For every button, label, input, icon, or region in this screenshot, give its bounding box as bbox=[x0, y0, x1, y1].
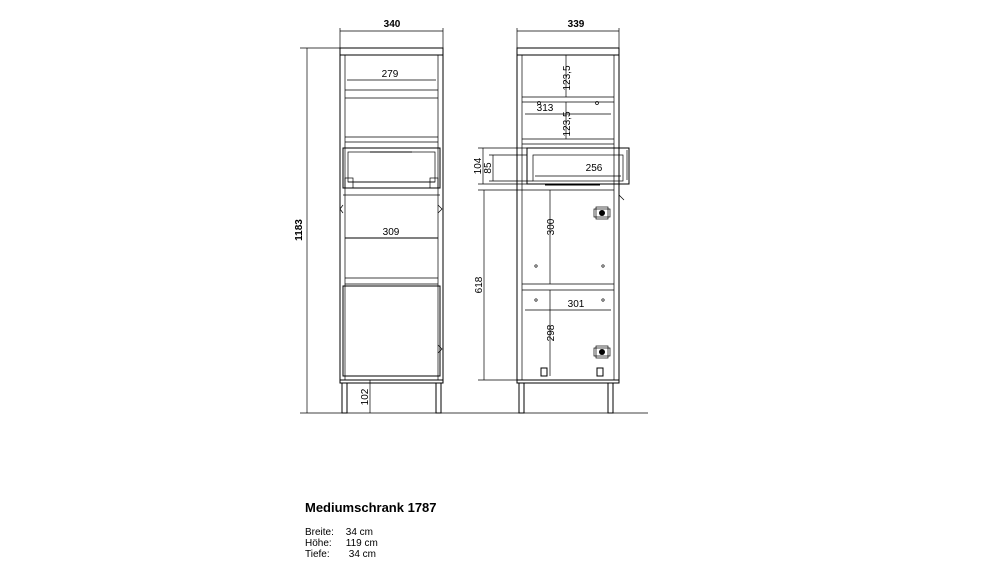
front-width-label: 340 bbox=[383, 19, 401, 30]
front-view bbox=[340, 19, 443, 413]
side-upper-height-label: 123,5 bbox=[562, 65, 573, 91]
door-lower-height-label: 298 bbox=[546, 324, 557, 342]
spec-label: Höhe: bbox=[305, 538, 332, 549]
overall-height-dimension bbox=[294, 48, 648, 413]
spec-value: 34 cm bbox=[348, 549, 377, 560]
side-width-label: 339 bbox=[567, 19, 585, 30]
door-lower-width-label: 301 bbox=[567, 299, 585, 310]
front-upper-shelf-label: 279 bbox=[381, 69, 399, 80]
spec-label: Tiefe: bbox=[305, 549, 330, 560]
product-title: Mediumschrank 1787 bbox=[305, 500, 437, 515]
side-mid-height-label: 123,5 bbox=[562, 111, 573, 137]
hinge-icon bbox=[594, 346, 610, 358]
spec-row-width bbox=[305, 527, 437, 538]
product-info bbox=[305, 500, 437, 560]
door-upper-height-label: 300 bbox=[546, 218, 557, 236]
leg-height-label: 102 bbox=[360, 388, 371, 406]
drawer-inner-label: 85 bbox=[483, 162, 494, 174]
overall-height-label: 1183 bbox=[294, 219, 305, 241]
side-view bbox=[473, 19, 629, 413]
spec-value: 34 cm bbox=[345, 527, 374, 538]
hinge-icon bbox=[594, 207, 610, 219]
spec-row-height bbox=[305, 538, 437, 549]
front-lower-shelf-label: 309 bbox=[382, 227, 400, 238]
spec-label: Breite: bbox=[305, 527, 334, 538]
door-total-height-label: 618 bbox=[474, 276, 485, 294]
spec-value: 119 cm bbox=[345, 538, 378, 549]
drawer-total-label: 104 bbox=[473, 157, 484, 175]
spec-row-depth bbox=[305, 549, 437, 560]
side-shelf-width-label: 313 bbox=[536, 103, 554, 114]
drawer-width-label: 256 bbox=[585, 163, 603, 174]
